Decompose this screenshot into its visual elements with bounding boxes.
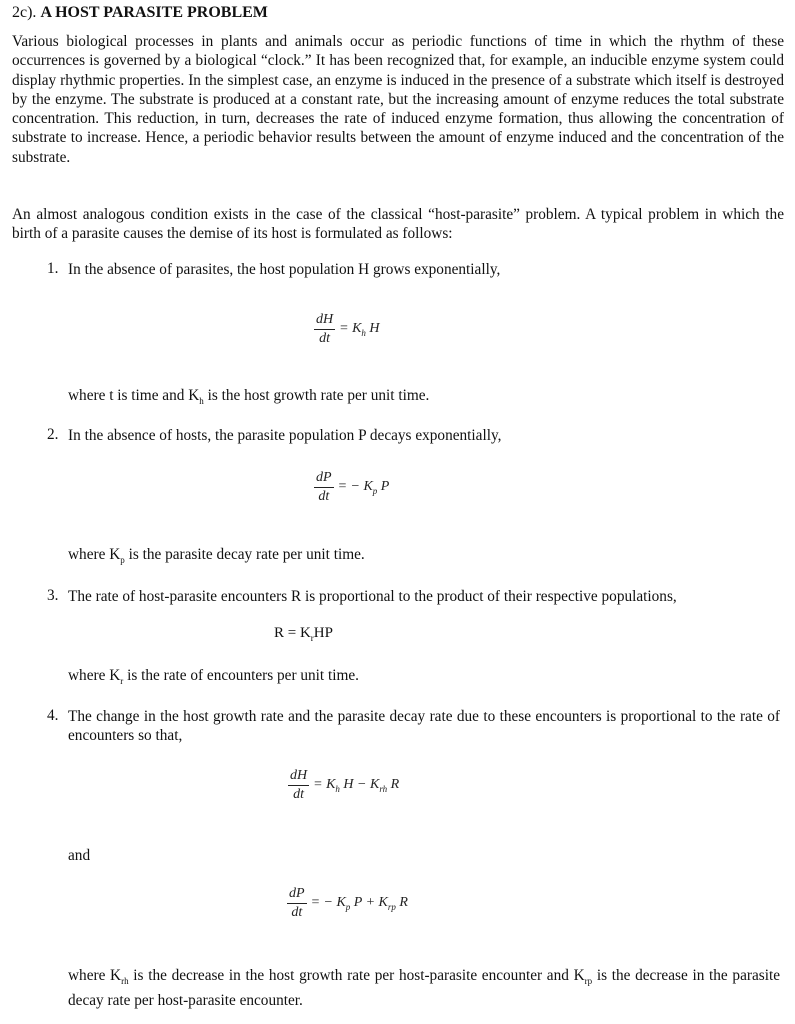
text-fragment: R — [395, 895, 408, 911]
item-3-number: 3. — [47, 587, 59, 604]
item-1-number: 1. — [47, 260, 59, 277]
item-4-where — [68, 966, 780, 1011]
item-2-number: 2. — [47, 426, 59, 443]
eq-numerator: dH — [288, 768, 309, 786]
subscript: p — [120, 555, 125, 566]
equation-parasite-with-encounters — [287, 886, 408, 921]
subscript: h — [335, 783, 340, 794]
subscript: rh — [379, 783, 388, 794]
eq-numerator: dP — [314, 470, 334, 488]
equation-parasite-decay — [314, 470, 389, 505]
item-4-number: 4. — [47, 707, 59, 724]
eq-denominator: dt — [291, 905, 303, 920]
subscript: r — [120, 676, 124, 687]
text-fragment: R = K — [274, 625, 311, 641]
section-title: A HOST PARASITE PROBLEM — [40, 4, 268, 21]
equation-host-with-encounters — [288, 768, 399, 803]
text-fragment: where K — [68, 967, 122, 984]
eq-denominator: dt — [319, 331, 330, 346]
item-3-where — [68, 666, 780, 691]
subscript: h — [199, 396, 204, 407]
eq-denominator: dt — [318, 489, 330, 504]
text-fragment: is the decrease in the parasite decay rate per host-parasite encounter. — [68, 967, 780, 1010]
eq-denominator: dt — [293, 787, 304, 802]
eq-term: = K — [339, 321, 362, 337]
item-2-where — [68, 545, 780, 570]
equation-encounter-rate — [274, 625, 333, 643]
eq-subscript: h — [361, 327, 366, 338]
analogy-paragraph: An almost analogous condition exists in the case of the classical “host-parasite” problem. A typical problem in which the birth of a parasite causes the demise of its host is formulated as follows: — [12, 206, 784, 243]
section-number: 2c). — [12, 4, 37, 21]
text-fragment: is the parasite decay rate per unit time. — [124, 546, 365, 563]
item-3-text: The rate of host-parasite encounters R is proportional to the product of their respective populations, — [68, 588, 677, 605]
section-heading — [12, 4, 268, 22]
text-fragment: where K — [68, 667, 121, 684]
subscript: r — [310, 633, 314, 643]
and-text: and — [68, 847, 91, 864]
subscript: rh — [121, 976, 129, 987]
item-2-text: In the absence of hosts, the parasite population P decays exponentially, — [68, 427, 502, 444]
eq-term: H — [365, 321, 380, 337]
eq-term: P — [377, 479, 390, 495]
eq-numerator: dH — [314, 312, 335, 330]
item-1-text: In the absence of parasites, the host population H grows exponentially, — [68, 261, 501, 278]
text-fragment: where K — [68, 546, 121, 563]
eq-term: = − K — [337, 479, 373, 495]
equation-host-growth — [314, 312, 380, 347]
text-fragment: is the rate of encounters per unit time. — [123, 667, 359, 684]
text-fragment: HP — [313, 625, 333, 641]
eq-numerator: dP — [287, 886, 307, 904]
text-fragment: P + K — [350, 895, 388, 911]
item-1-where — [68, 386, 780, 411]
subscript: rp — [584, 976, 593, 987]
subscript: rp — [387, 901, 396, 912]
text-fragment: H − K — [339, 777, 380, 793]
subscript: p — [345, 901, 351, 912]
text-fragment: is the decrease in the host growth rate per host-parasite encounter and K — [128, 967, 585, 984]
text-fragment: = K — [313, 777, 336, 793]
eq-subscript: p — [372, 485, 378, 496]
text-fragment: = − K — [310, 895, 346, 911]
text-fragment: where t is time and K — [68, 387, 200, 404]
intro-paragraph: Various biological processes in plants and animals occur as periodic functions of time in which the rhythm of these occurrences is governed by a biological “clock.” It has been recognized that, for example, an inducible enzyme system could display rhythmic properties. In the simplest case, an enzyme is induced in the presence of a substrate which itself is destroyed by the enzyme. The substrate is produced at a constant rate, but the increasing amount of enzyme reduces the total substrate concentration. This reduction, in turn, decreases the rate of induced enzyme formation, thus allowing the concentration of substrate to increase. Hence, a periodic behavior results between the amount of enzyme induced and the concentration of the substrate. — [12, 33, 784, 166]
text-fragment: is the host growth rate per unit time. — [203, 387, 430, 404]
text-fragment: R — [387, 777, 400, 793]
item-4-text: The change in the host growth rate and the parasite decay rate due to these encounters is proportional to the rate of encounters so that, — [68, 708, 780, 745]
